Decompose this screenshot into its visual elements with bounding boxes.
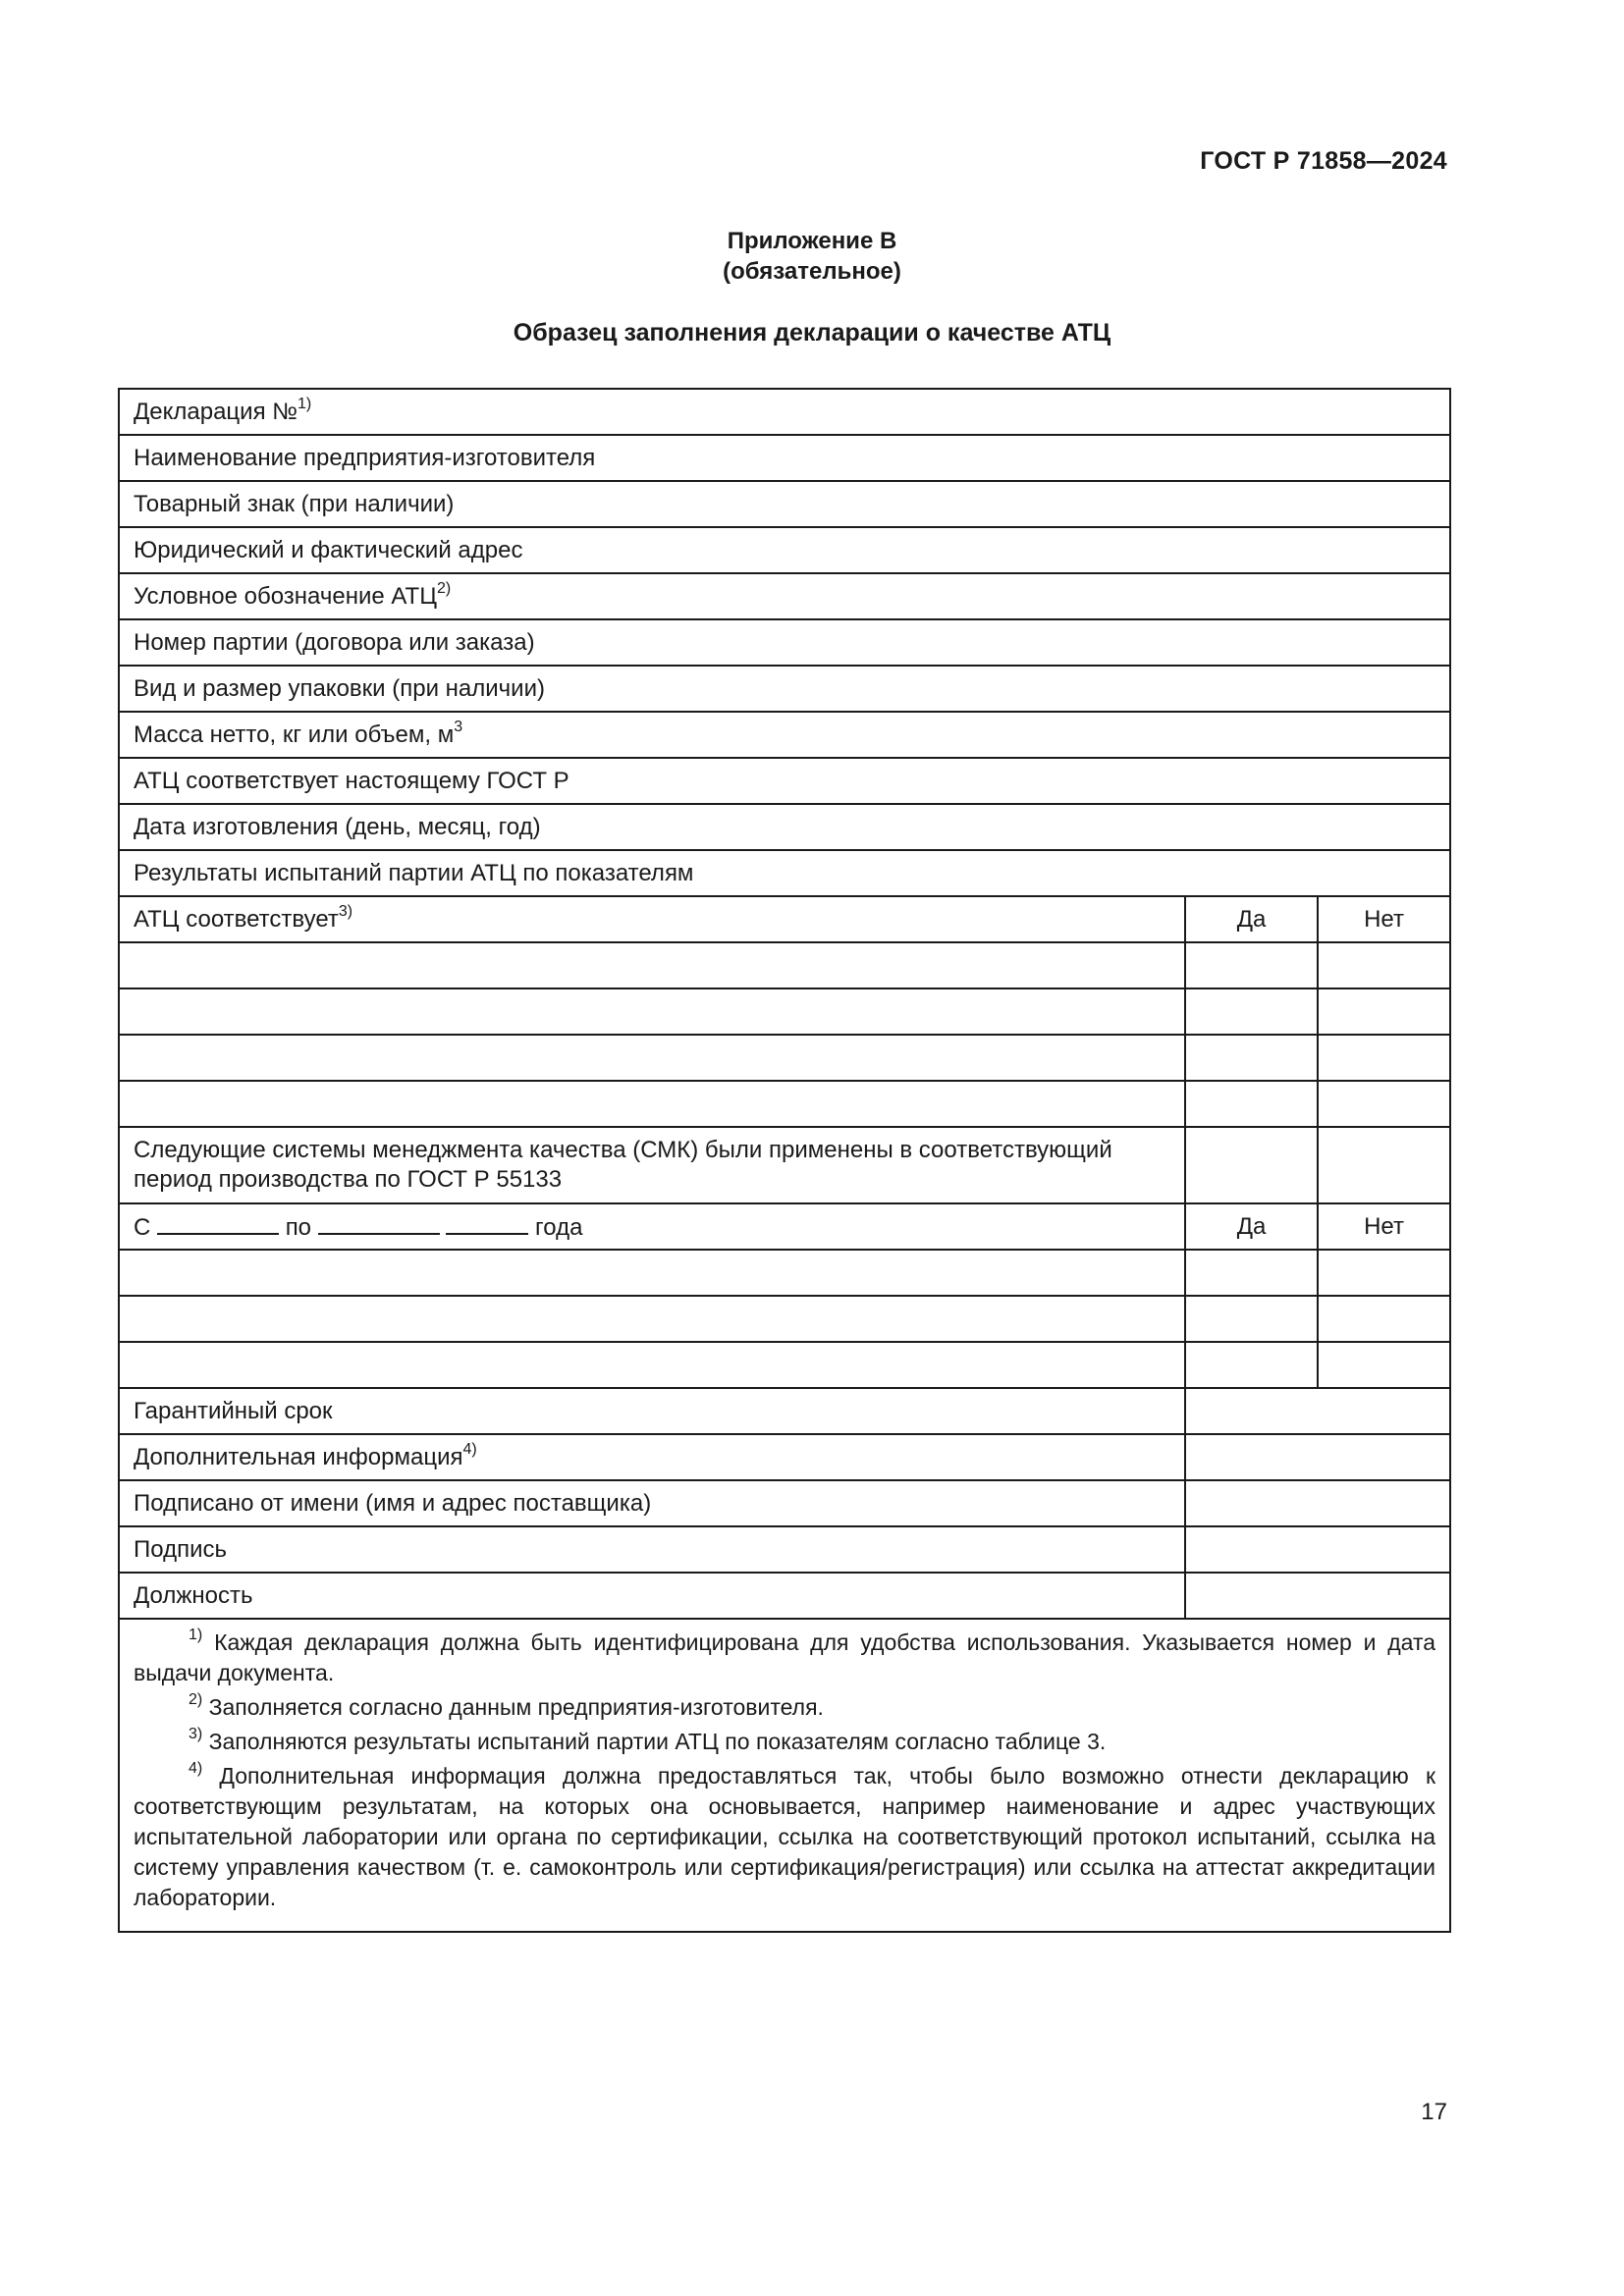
blank-indicator-cell[interactable] bbox=[119, 1035, 1185, 1081]
label-period-year: года bbox=[535, 1213, 583, 1241]
blank-indicator-cell[interactable] bbox=[119, 1081, 1185, 1127]
label-mass: Масса нетто, кг или объем, м bbox=[134, 721, 455, 748]
cell-declaration-no bbox=[119, 389, 1450, 435]
row-warranty bbox=[119, 1388, 1450, 1434]
footnote-2 bbox=[134, 1692, 1435, 1723]
row-address bbox=[119, 527, 1450, 573]
form-title: Образец заполнения декларации о качестве АТЦ bbox=[513, 319, 1111, 347]
blank-cell[interactable] bbox=[1185, 1127, 1318, 1203]
cell-period bbox=[119, 1203, 1185, 1250]
blank-line-from[interactable] bbox=[157, 1211, 279, 1235]
table-row bbox=[119, 942, 1450, 988]
row-period bbox=[119, 1203, 1450, 1250]
header-no: Нет bbox=[1318, 896, 1450, 942]
label-conformity: АТЦ соответствует настоящему ГОСТ Р bbox=[119, 758, 1450, 804]
field-warranty[interactable] bbox=[1185, 1388, 1450, 1434]
row-signature bbox=[119, 1526, 1450, 1573]
header-yes: Да bbox=[1185, 896, 1318, 942]
blank-yes-cell[interactable] bbox=[1185, 1081, 1318, 1127]
blank-no-cell[interactable] bbox=[1318, 1035, 1450, 1081]
footnote-mark-4: 4) bbox=[189, 1760, 203, 1778]
row-manufacture-date bbox=[119, 804, 1450, 850]
label-period-to: по bbox=[285, 1213, 312, 1241]
blank-no-cell[interactable] bbox=[1318, 942, 1450, 988]
appendix-heading bbox=[0, 226, 1624, 287]
footnote-text-3: Заполняются результаты испытаний партии АТЦ по показателям согласно таблице 3. bbox=[208, 1729, 1107, 1754]
cell-atc-conforms bbox=[119, 896, 1185, 942]
field-additional-info[interactable] bbox=[1185, 1434, 1450, 1480]
label-additional-info: Дополнительная информация bbox=[134, 1443, 463, 1470]
footnote-1 bbox=[134, 1628, 1435, 1688]
page-number: 17 bbox=[1421, 2099, 1447, 2125]
table-row bbox=[119, 1081, 1450, 1127]
row-batch-no bbox=[119, 619, 1450, 666]
field-signed-on-behalf[interactable] bbox=[1185, 1480, 1450, 1526]
footnote-ref-1: 1) bbox=[297, 395, 312, 412]
row-footnotes bbox=[119, 1619, 1450, 1932]
row-declaration-no bbox=[119, 389, 1450, 435]
appendix-title: Приложение В bbox=[727, 228, 897, 254]
header-yes-qms: Да bbox=[1185, 1203, 1318, 1250]
blank-line-to[interactable] bbox=[318, 1211, 440, 1235]
cube-superscript: 3 bbox=[454, 718, 463, 735]
cell-designation bbox=[119, 573, 1450, 619]
blank-no-cell[interactable] bbox=[1318, 1342, 1450, 1388]
blank-no-cell[interactable] bbox=[1318, 1296, 1450, 1342]
label-trademark: Товарный знак (при наличии) bbox=[119, 481, 1450, 527]
row-test-results bbox=[119, 850, 1450, 896]
table-row bbox=[119, 1342, 1450, 1388]
label-batch-no: Номер партии (договора или заказа) bbox=[119, 619, 1450, 666]
blank-no-cell[interactable] bbox=[1318, 988, 1450, 1035]
blank-qms-cell[interactable] bbox=[119, 1250, 1185, 1296]
label-declaration-no: Декларация № bbox=[134, 398, 298, 425]
blank-no-cell[interactable] bbox=[1318, 1250, 1450, 1296]
field-position[interactable] bbox=[1185, 1573, 1450, 1619]
row-atc-conforms bbox=[119, 896, 1450, 942]
footnote-ref-2: 2) bbox=[436, 579, 452, 597]
footnote-ref-3: 3) bbox=[338, 902, 353, 920]
label-packaging: Вид и размер упаковки (при наличии) bbox=[119, 666, 1450, 712]
table-row bbox=[119, 1250, 1450, 1296]
label-test-results: Результаты испытаний партии АТЦ по показателям bbox=[119, 850, 1450, 896]
standard-code: ГОСТ Р 71858—2024 bbox=[1200, 147, 1447, 175]
label-signature: Подпись bbox=[119, 1526, 1185, 1573]
footnote-mark-2: 2) bbox=[189, 1691, 203, 1709]
label-period-from: С bbox=[134, 1213, 151, 1241]
row-manufacturer bbox=[119, 435, 1450, 481]
footnote-text-1: Каждая декларация должна быть идентифицирована для удобства использования. Указывается номер и дата выдачи документа. bbox=[134, 1629, 1436, 1685]
table-row bbox=[119, 1035, 1450, 1081]
label-signed-on-behalf: Подписано от имени (имя и адрес поставщика) bbox=[119, 1480, 1185, 1526]
footnotes-cell bbox=[119, 1619, 1450, 1932]
appendix-status: (обязательное) bbox=[723, 258, 901, 285]
row-designation bbox=[119, 573, 1450, 619]
row-additional-info bbox=[119, 1434, 1450, 1480]
row-packaging bbox=[119, 666, 1450, 712]
field-signature[interactable] bbox=[1185, 1526, 1450, 1573]
declaration-form-table bbox=[118, 388, 1451, 1933]
label-warranty: Гарантийный срок bbox=[119, 1388, 1185, 1434]
label-position: Должность bbox=[119, 1573, 1185, 1619]
blank-line-year[interactable] bbox=[446, 1211, 528, 1235]
footnote-3 bbox=[134, 1727, 1435, 1757]
blank-yes-cell[interactable] bbox=[1185, 988, 1318, 1035]
row-signed-on-behalf bbox=[119, 1480, 1450, 1526]
row-position bbox=[119, 1573, 1450, 1619]
label-address: Юридический и фактический адрес bbox=[119, 527, 1450, 573]
blank-yes-cell[interactable] bbox=[1185, 1250, 1318, 1296]
blank-qms-cell[interactable] bbox=[119, 1296, 1185, 1342]
blank-indicator-cell[interactable] bbox=[119, 988, 1185, 1035]
header-no-qms: Нет bbox=[1318, 1203, 1450, 1250]
label-designation: Условное обозначение АТЦ bbox=[134, 582, 437, 610]
footnote-mark-3: 3) bbox=[189, 1726, 203, 1743]
blank-indicator-cell[interactable] bbox=[119, 942, 1185, 988]
blank-yes-cell[interactable] bbox=[1185, 1035, 1318, 1081]
cell-additional-info bbox=[119, 1434, 1185, 1480]
footnote-text-2: Заполняется согласно данным предприятия-изготовителя. bbox=[208, 1694, 824, 1720]
label-atc-conforms: АТЦ соответствует bbox=[134, 905, 339, 933]
blank-yes-cell[interactable] bbox=[1185, 942, 1318, 988]
blank-no-cell[interactable] bbox=[1318, 1081, 1450, 1127]
label-manufacture-date: Дата изготовления (день, месяц, год) bbox=[119, 804, 1450, 850]
row-mass bbox=[119, 712, 1450, 758]
table-row bbox=[119, 1296, 1450, 1342]
footnote-4 bbox=[134, 1761, 1435, 1913]
row-qms bbox=[119, 1127, 1450, 1203]
row-trademark bbox=[119, 481, 1450, 527]
label-manufacturer: Наименование предприятия-изготовителя bbox=[119, 435, 1450, 481]
blank-qms-cell[interactable] bbox=[119, 1342, 1185, 1388]
label-qms: Следующие системы менеджмента качества (СМК) были применены в соответствующий период производства по ГОСТ Р 55133 bbox=[119, 1127, 1185, 1203]
row-conformity bbox=[119, 758, 1450, 804]
cell-mass bbox=[119, 712, 1450, 758]
footnote-text-4: Дополнительная информация должна предоставляться так, чтобы было возможно отнести декларацию к соответствующим результатам, на которых она основывается, например наименование и адрес участвующих испытательной лаборатории или органа по сертификации, ссылка на соответствующий протокол испытаний, ссылка на систему управления качеством (т. е. самоконтроль или сертификация/регистрация) или ссылка на аттестат аккредитации лаборатории. bbox=[134, 1763, 1435, 1910]
blank-yes-cell[interactable] bbox=[1185, 1296, 1318, 1342]
footnote-mark-1: 1) bbox=[189, 1627, 203, 1644]
footnote-ref-4: 4) bbox=[462, 1440, 477, 1458]
table-row bbox=[119, 988, 1450, 1035]
blank-yes-cell[interactable] bbox=[1185, 1342, 1318, 1388]
blank-cell[interactable] bbox=[1318, 1127, 1450, 1203]
